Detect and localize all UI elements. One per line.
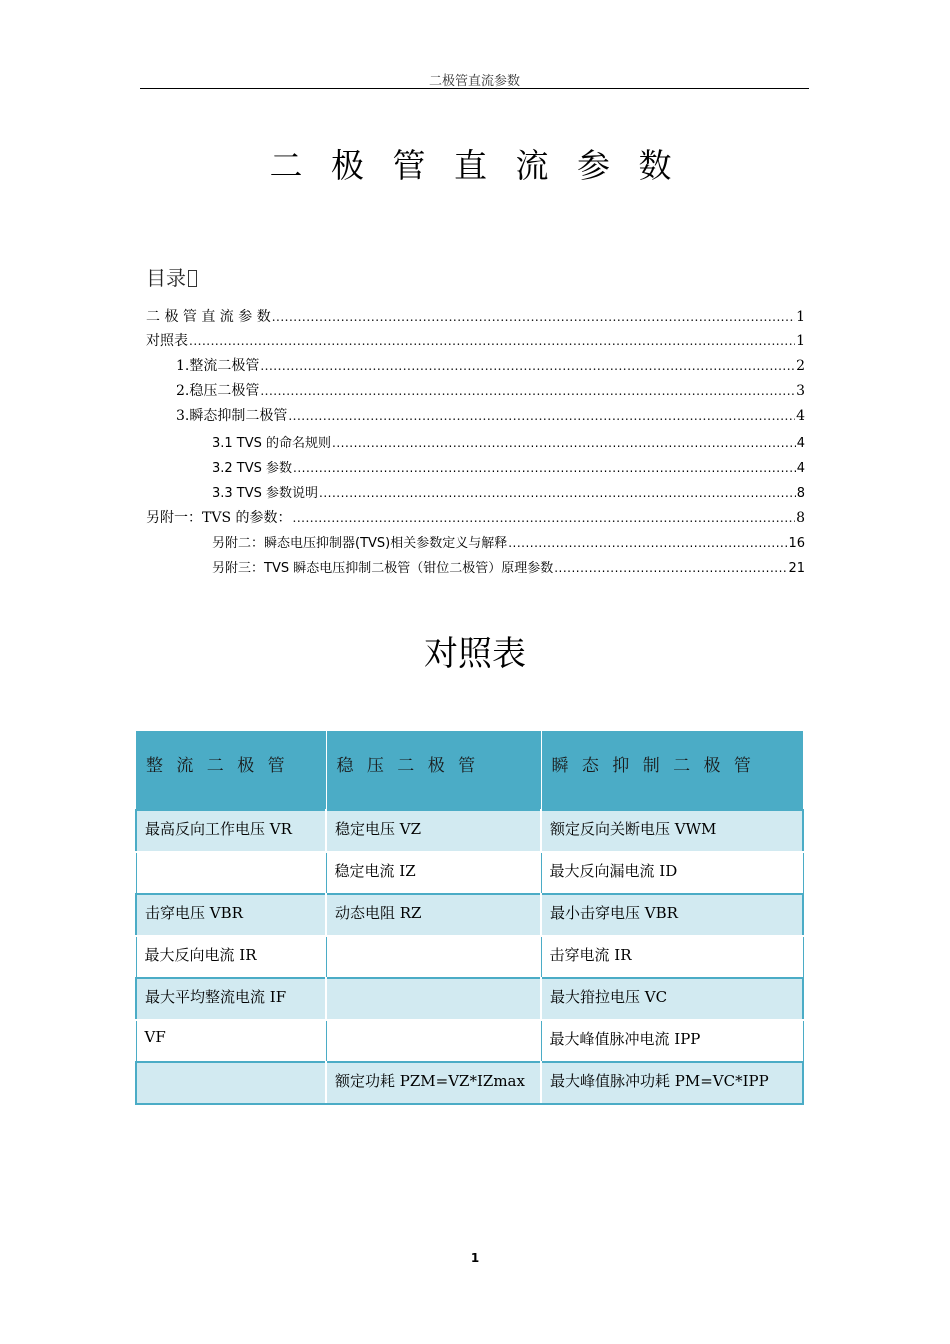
toc-entry[interactable] xyxy=(212,557,805,579)
toc-entry[interactable] xyxy=(146,306,805,328)
toc-entry-page: 4 xyxy=(796,436,805,451)
table-cell: 最大峰值脉冲功耗 PM=VC*IPP xyxy=(541,1062,803,1104)
toc-entry[interactable] xyxy=(176,355,805,377)
column-header-zener: 稳 压 二 极 管 xyxy=(326,731,541,810)
toc-entry-label: 3.2 TVS 参数 xyxy=(212,461,293,476)
table-cell xyxy=(136,1062,326,1104)
toc-entry-label: 另附一：TVS 的参数： xyxy=(146,510,292,526)
table-row xyxy=(136,1062,803,1104)
table-row xyxy=(136,852,803,894)
table-cell xyxy=(326,978,541,1020)
toc-heading-text: 目录 xyxy=(146,266,186,290)
table-cell: VF xyxy=(136,1020,326,1062)
table-cell: 稳定电压 VZ xyxy=(326,810,541,852)
toc-entry-page: 3 xyxy=(796,383,805,399)
header-rule xyxy=(140,88,809,89)
toc-entry-label: 3.瞬态抑制二极管 xyxy=(176,408,288,424)
table-cell: 最大箝拉电压 VC xyxy=(541,978,803,1020)
toc-entry-page: 21 xyxy=(788,561,805,576)
toc-entry-page: 1 xyxy=(796,309,805,325)
column-header-tvs: 瞬 态 抑 制 二 极 管 xyxy=(541,731,803,810)
toc-entry-page: 4 xyxy=(796,461,805,476)
toc-entry[interactable] xyxy=(176,405,805,427)
toc-entry[interactable] xyxy=(212,457,805,479)
column-header-rectifier: 整 流 二 极 管 xyxy=(136,731,326,810)
table-header-row xyxy=(136,731,803,810)
page-number: 1 xyxy=(470,1251,480,1265)
toc-entry-label: 另附三：TVS 瞬态电压抑制二极管（钳位二极管）原理参数 xyxy=(212,561,554,576)
comparison-table xyxy=(135,731,804,1105)
toc-leader xyxy=(508,536,787,551)
toc-entry[interactable] xyxy=(176,380,805,402)
table-row xyxy=(136,894,803,936)
toc-leader xyxy=(272,309,795,325)
table-cell: 最小击穿电压 VBR xyxy=(541,894,803,936)
table-cell: 最大反向电流 IR xyxy=(136,936,326,978)
toc-heading xyxy=(146,262,197,291)
table-cell: 额定反向关断电压 VWM xyxy=(541,810,803,852)
toc-entry-label: 3.1 TVS 的命名规则 xyxy=(212,436,332,451)
toc-entry[interactable] xyxy=(212,532,805,554)
toc-leader xyxy=(332,436,796,451)
toc-leader xyxy=(260,383,795,399)
toc-entry-page: 4 xyxy=(796,408,805,424)
toc-leader xyxy=(293,461,796,476)
table-cell: 最大反向漏电流 ID xyxy=(541,852,803,894)
comparison-section-title: 对照表 xyxy=(424,634,526,674)
toc-entry-label: 对照表 xyxy=(146,333,188,349)
toc-leader xyxy=(319,486,796,501)
toc-entry[interactable] xyxy=(212,482,805,504)
toc-entry-label: 二 极 管 直 流 参 数 xyxy=(146,309,271,325)
toc-leader xyxy=(288,408,795,424)
toc-entry-page: 8 xyxy=(796,510,805,526)
table-cell xyxy=(136,852,326,894)
table-cell: 最大峰值脉冲电流 IPP xyxy=(541,1020,803,1062)
table-cell xyxy=(326,1020,541,1062)
table-row xyxy=(136,1020,803,1062)
table-cell: 最大平均整流电流 IF xyxy=(136,978,326,1020)
table-cell: 稳定电流 IZ xyxy=(326,852,541,894)
toc-entry[interactable] xyxy=(146,330,805,352)
table-row xyxy=(136,936,803,978)
running-header: 二极管直流参数 xyxy=(428,74,520,89)
toc-entry-label: 2.稳压二极管 xyxy=(176,383,260,399)
toc-entry-label: 另附二：瞬态电压抑制器(TVS)相关参数定义与解释 xyxy=(212,536,508,551)
table-row xyxy=(136,978,803,1020)
toc-entry-page: 8 xyxy=(796,486,805,501)
toc-entry[interactable] xyxy=(146,507,805,529)
toc-entry[interactable] xyxy=(212,432,805,454)
table-cell: 动态电阻 RZ xyxy=(326,894,541,936)
toc-entry-label: 1.整流二极管 xyxy=(176,358,260,374)
table-row xyxy=(136,810,803,852)
missing-glyph-icon xyxy=(188,270,197,287)
toc-leader xyxy=(260,358,795,374)
toc-entry-page: 1 xyxy=(796,333,805,349)
table-cell: 击穿电压 VBR xyxy=(136,894,326,936)
toc-entry-label: 3.3 TVS 参数说明 xyxy=(212,486,319,501)
toc-entry-page: 16 xyxy=(788,536,805,551)
table-cell: 额定功耗 PZM=VZ*IZmax xyxy=(326,1062,541,1104)
document-title: 二 极 管 直 流 参 数 xyxy=(269,146,681,185)
table-cell: 击穿电流 IR xyxy=(541,936,803,978)
toc-leader xyxy=(554,561,787,576)
toc-leader xyxy=(293,510,796,526)
table-cell: 最高反向工作电压 VR xyxy=(136,810,326,852)
toc-leader xyxy=(189,333,795,349)
table-cell xyxy=(326,936,541,978)
toc-entry-page: 2 xyxy=(796,358,805,374)
